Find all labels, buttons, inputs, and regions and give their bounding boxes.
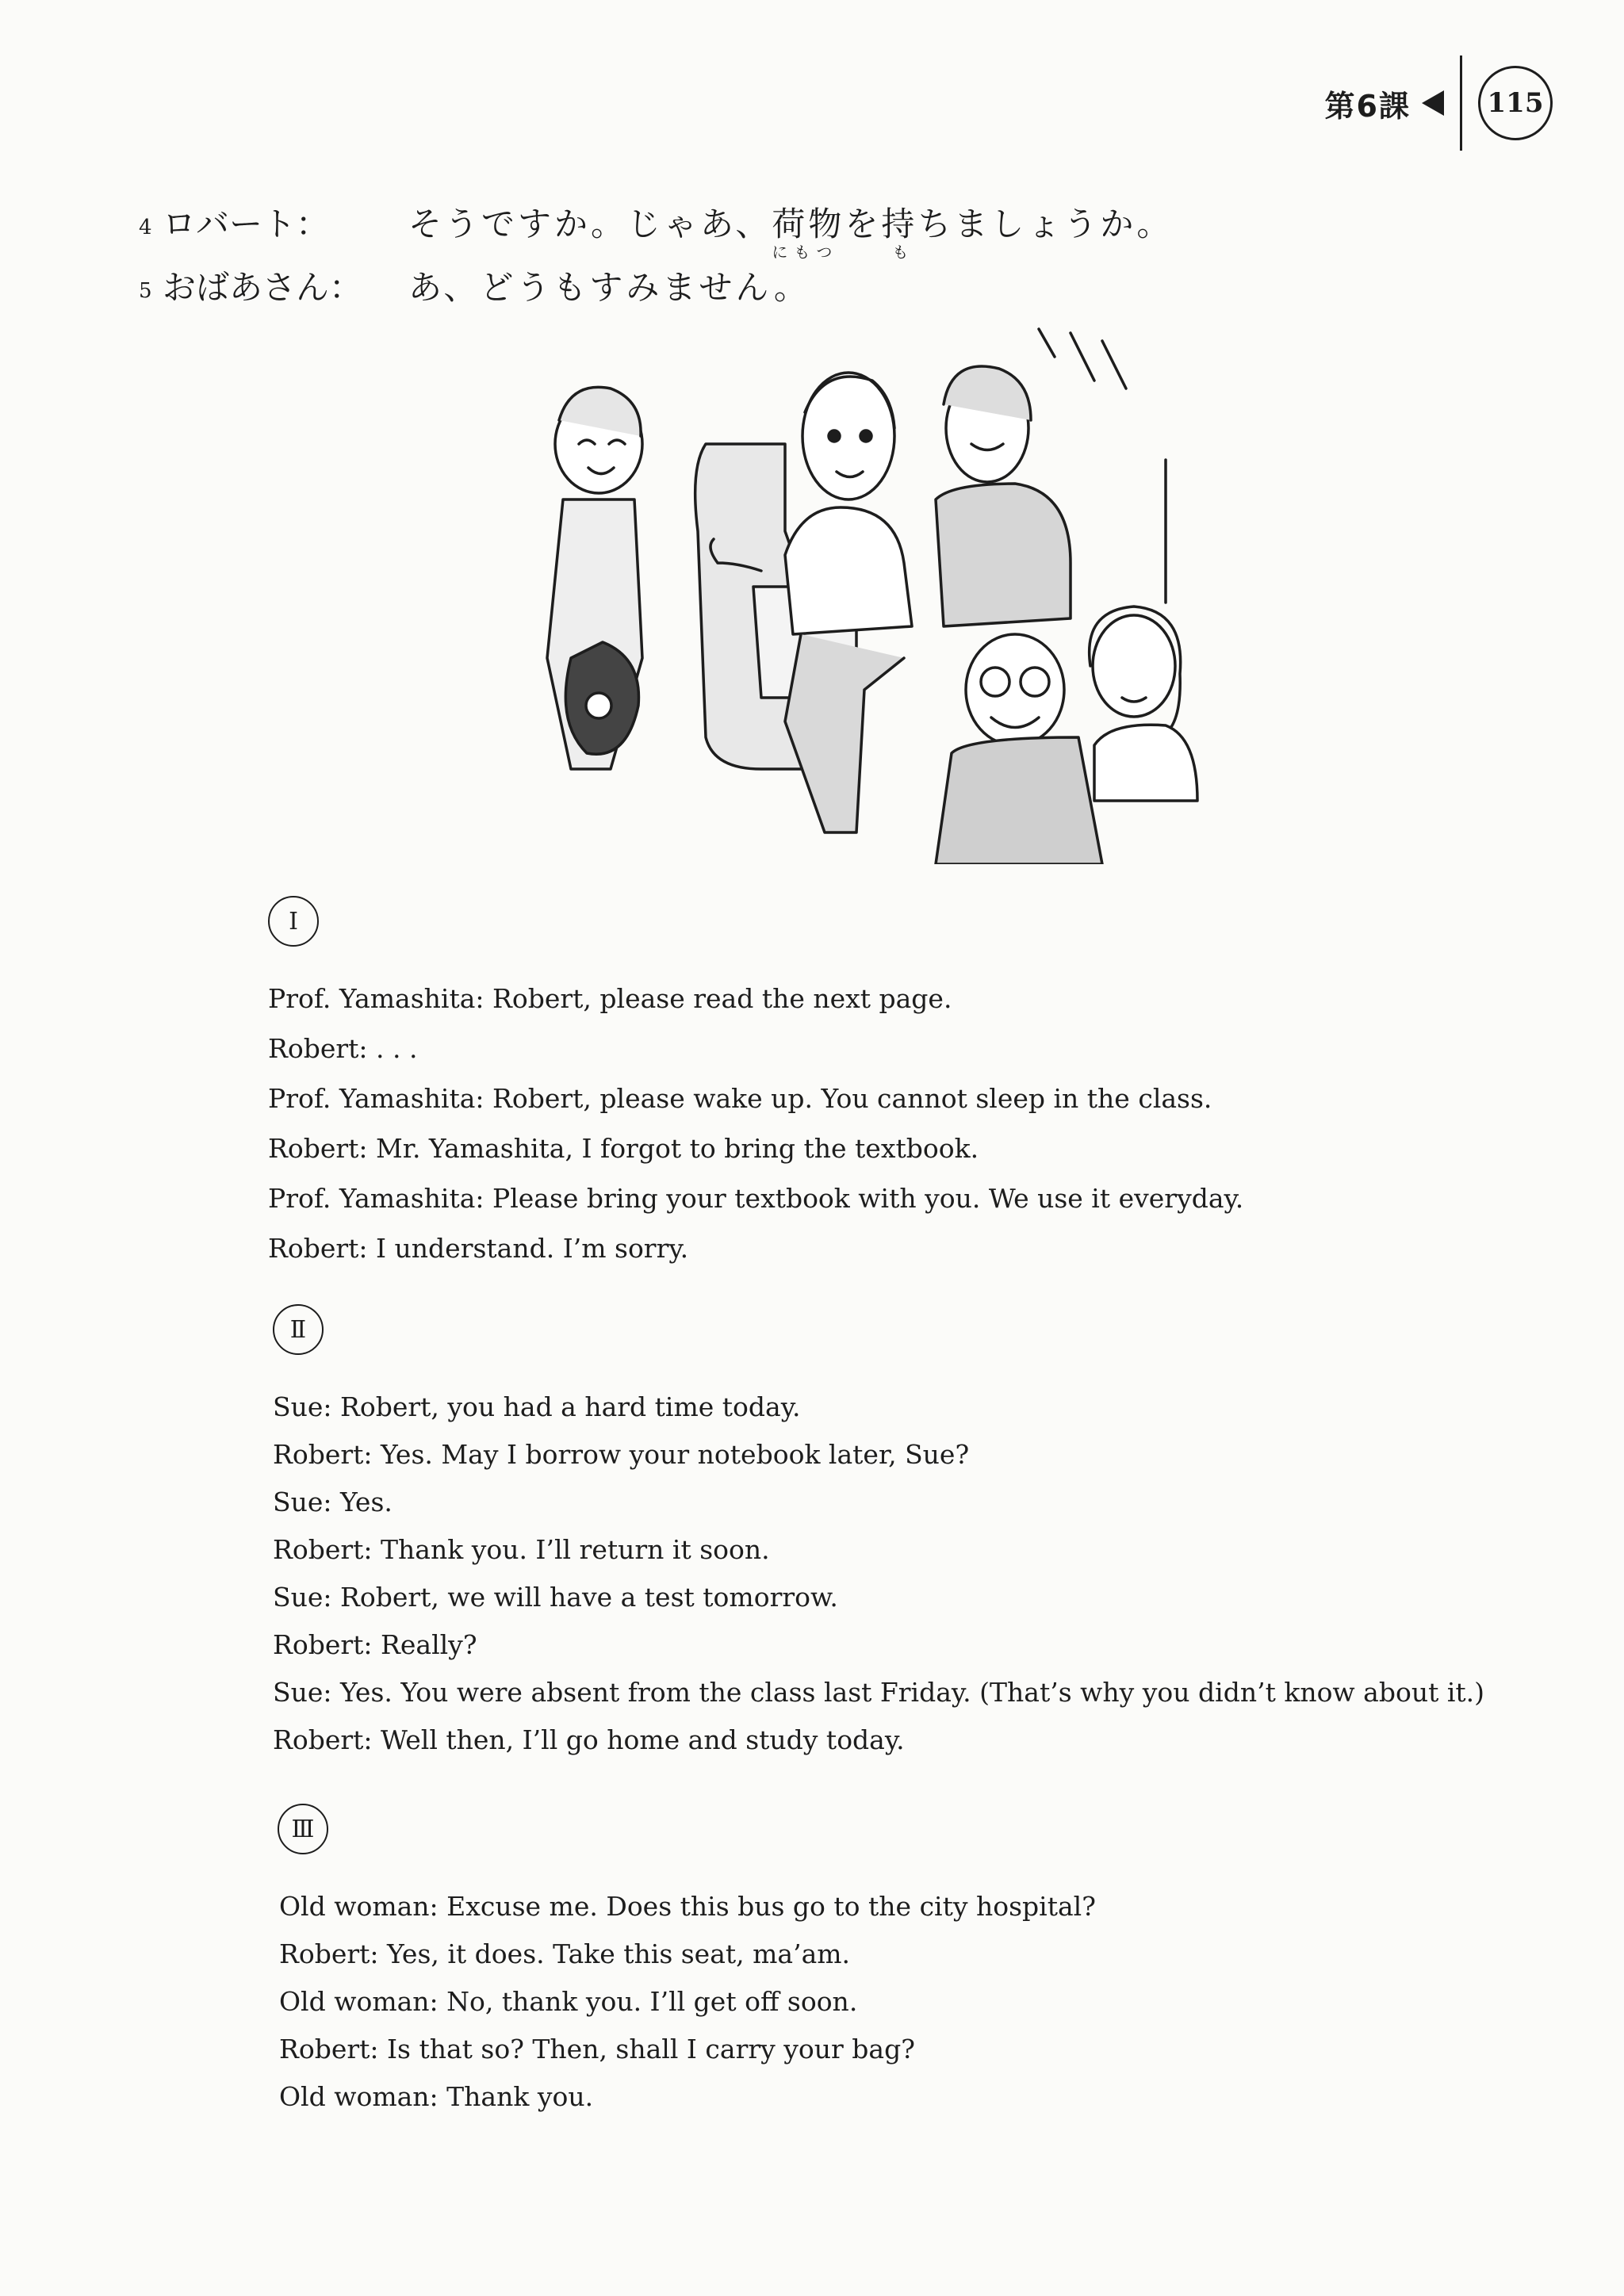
line-number: 5 [139, 279, 152, 303]
dialogue-line: Old woman: Thank you. [279, 2081, 594, 2112]
dialogue-line: Robert: Well then, I’ll go home and study today. [273, 1724, 905, 1755]
dialogue-line-5 [139, 262, 810, 309]
section-mark-1: Ⅰ [268, 896, 319, 947]
motion-lines [1039, 329, 1126, 388]
furigana: も [892, 243, 915, 262]
dialogue-line: Robert: Really? [273, 1629, 477, 1660]
dialogue-line: Sue: Yes. [273, 1487, 393, 1517]
speaker-robert: ロバート： [163, 205, 330, 243]
section-mark-3: Ⅲ [278, 1804, 328, 1854]
bus-scene-illustration [523, 325, 1221, 864]
section-mark-2: Ⅱ [273, 1304, 324, 1355]
ruby-mo: 持 も [881, 205, 918, 262]
dialogue-line: Robert: . . . [268, 1033, 418, 1064]
dialogue-line: Robert: Mr. Yamashita, I forgot to bring the textbook. [268, 1133, 979, 1164]
dialogue-line: Sue: Yes. You were absent from the class last Friday. (That’s why you didn’t know about it.) [273, 1677, 1485, 1708]
dialogue-text: そうですか。じゃあ、荷物 にもつ を持 も ちましょうか。 [408, 198, 1173, 246]
speaker-obaasan: おばあさん： [163, 268, 363, 307]
page-number: 115 [1478, 66, 1553, 140]
dialogue-text: あ、どうもすみません。 [408, 268, 810, 307]
dialogue-line: Robert: Is that so? Then, shall I carry your bag? [279, 2034, 915, 2064]
page-header [1325, 55, 1553, 151]
dialogue-line: Prof. Yamashita: Robert, please read the next page. [268, 983, 952, 1014]
dialogue-line: Old woman: Excuse me. Does this bus go to the city hospital? [279, 1891, 1096, 1922]
young-woman-figure [1090, 607, 1197, 801]
man-window-seat-figure [936, 366, 1071, 626]
header-divider [1460, 55, 1462, 151]
dialogue-line-4 [139, 198, 1174, 262]
dialogue-line: Robert: Thank you. I’ll return it soon. [273, 1534, 770, 1565]
dialogue-line: Prof. Yamashita: Please bring your textbook with you. We use it everyday. [268, 1183, 1244, 1214]
dialogue-line: Sue: Robert, you had a hard time today. [273, 1391, 801, 1422]
triangle-marker-icon [1422, 90, 1444, 116]
dialogue-line: Old woman: No, thank you. I’ll get off soon. [279, 1986, 858, 2017]
dialogue-line: Prof. Yamashita: Robert, please wake up. You cannot sleep in the class. [268, 1083, 1212, 1114]
dialogue-line: Robert: Yes, it does. Take this seat, ma’am. [279, 1938, 851, 1969]
dialogue-line: Robert: Yes. May I borrow your notebook later, Sue? [273, 1439, 970, 1470]
dialogue-line: Sue: Robert, we will have a test tomorrow. [273, 1582, 838, 1613]
furigana: にもつ [772, 243, 839, 262]
old-man-figure [936, 634, 1102, 864]
line-number: 4 [139, 216, 152, 239]
old-woman-figure [547, 387, 642, 769]
ruby-nimotsu: 荷物 にもつ [772, 205, 845, 262]
dialogue-line: Robert: I understand. I’m sorry. [268, 1233, 689, 1264]
lesson-label: 第6課 [1324, 88, 1411, 124]
